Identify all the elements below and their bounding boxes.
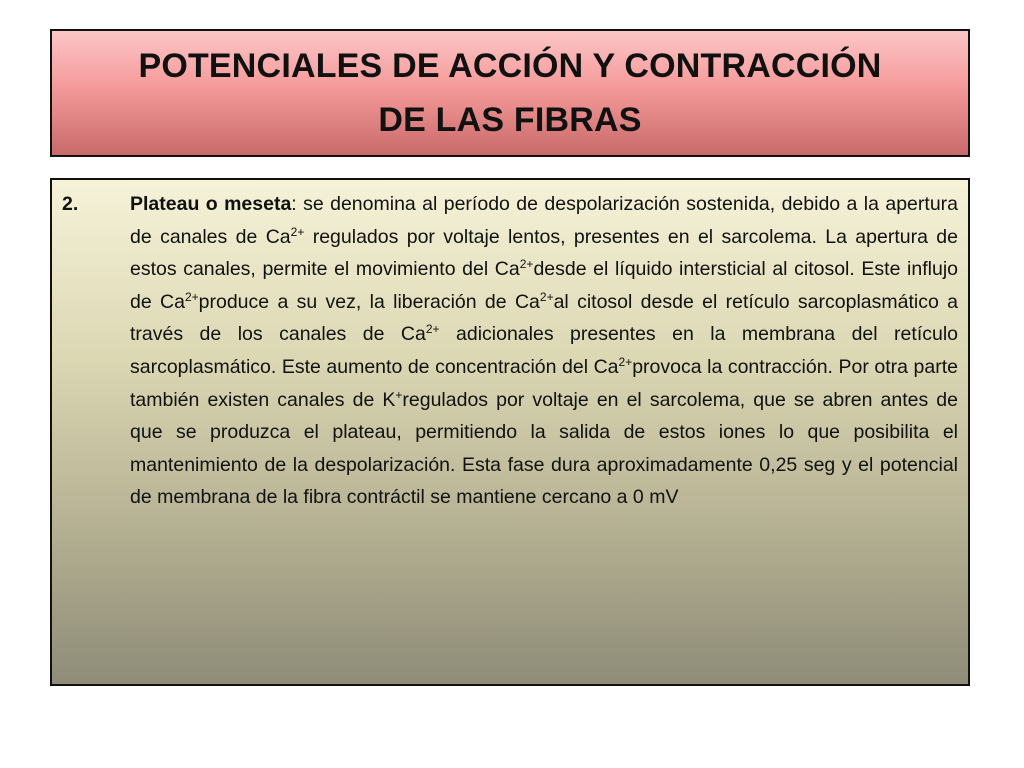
superscript: 2+ [425,322,440,337]
superscript: 2+ [519,257,534,272]
text-segment: provoca la contracción. Por otra parte también existen canales de K [130,355,958,411]
text-segment: regulados por voltaje lentos, presentes en el sarcolema. La apertura de estos canales, permite el movimiento del Ca [130,225,959,281]
superscript: 2+ [618,354,633,369]
text-segment: regulados por voltaje en el sarcolema, que se abren antes de que se produzca el plateau, permitiendo la salida de estos iones lo que posibilita el mantenimiento de la despolarización. Esta fase dura aproximadamente 0,25 seg y el potencial de membrana de la fibra contráctil se mantiene cercano a 0 mV [130,388,958,509]
term-heading: Plateau o meseta [130,193,292,215]
superscript: + [395,387,403,402]
list-item-text [130,188,958,514]
text-segment: : se denomina al período de despolarización sostenida, debido a la apertura de canales de Ca [130,193,958,248]
superscript: 2+ [290,224,305,239]
text-segment: produce a su vez, la liberación de Ca [198,290,540,313]
list-item [62,188,958,514]
list-item-number: 2. [62,193,79,215]
superscript: 2+ [184,289,199,304]
slide-content-box [50,178,970,686]
slide-title-box [50,29,970,157]
superscript: 2+ [539,289,554,304]
slide-title-line-1: POTENCIALES DE ACCIÓN Y CONTRACCIÓN [138,47,882,85]
text-segment: desde el líquido intersticial al citosol. Este influjo de Ca [130,258,958,313]
slide-title-line-2: DE LAS FIBRAS [378,101,642,139]
text-segment: al citosol desde el retículo sarcoplasmático a través de los canales de Ca [130,290,958,346]
text-segment: adicionales presentes en la membrana del retículo sarcoplasmático. Este aumento de concentración del Ca [130,323,959,378]
